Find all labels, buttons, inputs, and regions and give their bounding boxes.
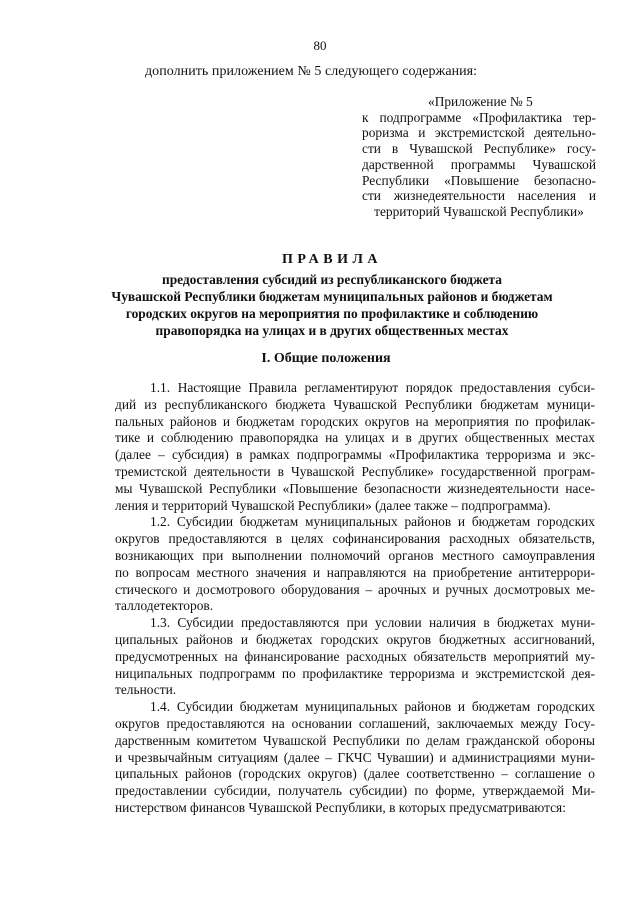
- text-line: 1.3. Субсидии предоставляются при условии наличия в бюджетах муни-: [150, 615, 595, 631]
- appendix-line: «Приложение № 5: [428, 94, 533, 109]
- text-line: возникающих при выполнении полномочий органов местного самоуправления: [115, 547, 595, 563]
- text-line: ципальных районов и бюджетах городских округов бюджетных ассигнований,: [115, 631, 595, 647]
- text-line: округов предоставляются в целях софинансирования расходных обязательств,: [115, 531, 595, 547]
- appendix-line: территорий Чувашской Республики»: [374, 203, 584, 219]
- text-line: по вопросам местного значения и направляются на приобретение антитеррори-: [115, 564, 595, 580]
- appendix-line: роризма и экстремистской деятельно-: [362, 125, 596, 141]
- page-number: 80: [313, 38, 327, 53]
- rules-title: ПРАВИЛА: [281, 252, 383, 267]
- appendix-line: Республики «Повышение безопасно-: [362, 172, 596, 188]
- text-line: и чрезвычайным ситуациям (далее – ГКЧС Чувашии) и администрациями муни-: [115, 749, 595, 765]
- body-text: [115, 380, 595, 817]
- paragraph-1-3: [115, 615, 595, 699]
- paragraph-1-1: [115, 380, 595, 514]
- appendix-line: к подпрограмме «Профилактика тер-: [362, 109, 596, 125]
- text-line: ципальных районов (городских округов) (далее соответственно – соглашение о: [115, 766, 595, 782]
- text-line: тельности.: [115, 682, 177, 698]
- text-line: тремистской деятельности в Чувашской Республике» государственной програм-: [115, 463, 595, 479]
- text-line: 1.2. Субсидии бюджетам муниципальных районов и бюджетам городских: [150, 514, 595, 530]
- text-line: ления и территорий Чувашской Республики» (далее также – подпрограмма).: [115, 497, 551, 513]
- appendix-line: дарственной программы Чувашской: [362, 156, 596, 172]
- rules-subtitle-line: правопорядка на улицах и в других общественных местах: [155, 323, 509, 338]
- text-line: (далее – субсидия) в рамках подпрограммы «Профилактика терроризма и экс-: [115, 447, 595, 463]
- text-line: предоставлении субсидии, получатель субсидии) по форме, утверждаемой Ми-: [115, 783, 595, 799]
- rules-subtitle-line: Чувашской Республики бюджетам муниципальных районов и бюджетам: [111, 289, 553, 304]
- intro-text: дополнить приложением № 5 следующего содержания:: [145, 64, 478, 79]
- text-line: 1.1. Настоящие Правила регламентируют порядок предоставления субси-: [150, 380, 595, 395]
- text-line: дий из республиканского бюджета Чувашской Республики бюджетам муници-: [115, 396, 595, 412]
- rules-subtitle: [100, 271, 564, 339]
- rules-subtitle-line: предоставления субсидий из республиканского бюджета: [161, 272, 502, 287]
- appendix-line: сти в Чувашской Республике» госу-: [362, 141, 596, 157]
- text-line: мы Чувашской Республики «Повышение безопасности жизнедеятельности насе-: [115, 480, 595, 496]
- appendix-block: [362, 94, 596, 220]
- text-line: стического и досмотрового оборудования – арочных и ручных досмотровых ме-: [115, 581, 595, 597]
- paragraph-1-2: [115, 514, 595, 615]
- text-line: предусмотренных на финансирование расходных обязательств мероприятий му-: [115, 648, 595, 664]
- rules-subtitle-line: городских округов на мероприятия по профилактике и соблюдению: [125, 306, 539, 321]
- text-line: нистерством финансов Чувашской Республики, в которых предусматриваются:: [115, 799, 566, 815]
- section-title: I. Общие положения: [261, 351, 391, 366]
- text-line: ниципальных подпрограмм по профилактике терроризма и экстремистской дея-: [115, 665, 595, 681]
- text-line: дарственным комитетом Чувашской Республики по делам гражданской обороны: [115, 732, 595, 748]
- text-line: тике и соблюдению правопорядка на улицах и в других общественных местах: [115, 430, 595, 446]
- text-line: пальных районов и бюджетам городских округов на мероприятия по профилак-: [115, 413, 595, 429]
- text-line: таллодетекторов.: [115, 598, 214, 614]
- paragraph-1-4: [115, 699, 595, 817]
- text-line: округов предоставляются на основании соглашений, заключаемых между Госу-: [115, 715, 595, 731]
- rules-heading: [100, 252, 564, 339]
- appendix-line: сти жизнедеятельности населения и: [362, 188, 596, 204]
- text-line: 1.4. Субсидии бюджетам муниципальных районов и бюджетам городских: [150, 699, 595, 715]
